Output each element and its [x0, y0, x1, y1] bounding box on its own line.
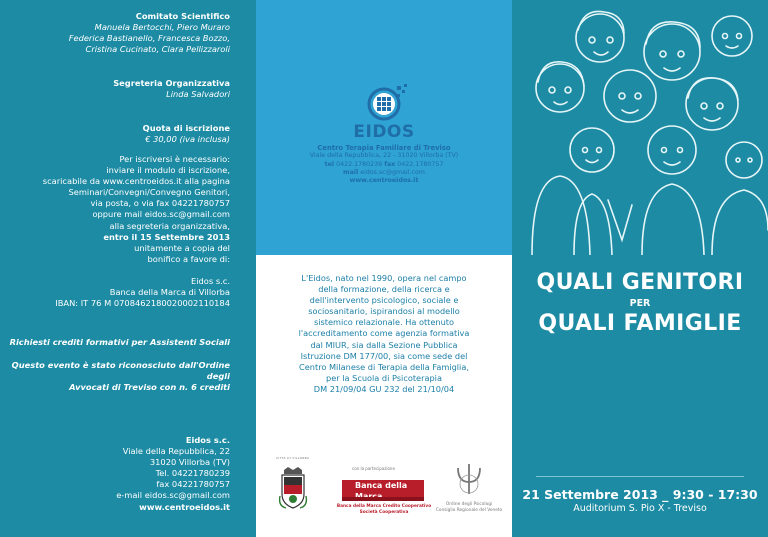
title-line-2: QUALI FAMIGLIE	[538, 311, 742, 336]
signup-line: scaricabile da www.centroeidos.it alla pagina	[42, 176, 230, 187]
about-line: sociosanitario, ispirandosi al modello	[308, 306, 460, 317]
address-title: Eidos s.c.	[185, 435, 230, 445]
signup-line: inviare il modulo di iscrizione,	[106, 165, 230, 176]
coa-label: CITTÀ DI VILLORBA	[276, 456, 310, 460]
secretariat-title: Segreteria Organizzativa	[113, 78, 230, 88]
about-line: sistemico relazionale. Ha ottenuto	[313, 317, 455, 328]
eidos-logo-icon	[364, 82, 412, 124]
left-panel	[0, 0, 256, 537]
contact-fax: 0422.1780757	[397, 160, 444, 168]
signup-line: Per iscriversi è necessario:	[119, 154, 230, 164]
ordine-caption-line: Consiglio Regionale del Veneto	[435, 507, 503, 513]
about-line: Centro Milanese di Terapia della Famiglia,	[299, 361, 469, 372]
contact-tel: 0422.1780239	[336, 160, 383, 168]
signup-line: via posta, o via fax 04221780757	[90, 198, 230, 209]
bank-logo	[342, 480, 424, 497]
about-line: dal MIUR, sia dalla Sezione Pubblica	[310, 339, 458, 350]
iban-line: IBAN: IT 76 M 0708462180020002110184	[55, 298, 230, 309]
address-web: www.centroeidos.it	[139, 501, 230, 512]
secretariat-block	[113, 78, 230, 100]
contact-address: Viale della Repubblica, 22 - 31020 Villorba (TV)	[309, 152, 459, 160]
contact-title: Centro Terapia Familiare di Treviso	[317, 144, 451, 152]
coat-of-arms-icon	[278, 466, 308, 510]
credits-line: Questo evento è stato riconosciuto dall'Ordine degli	[11, 360, 230, 382]
sponsor-row	[256, 448, 512, 528]
address-line: e-mail eidos.sc@gmail.com	[116, 490, 230, 501]
psi-logo-icon	[448, 462, 490, 496]
bank-line: Banca della Marca di Villorba	[109, 287, 230, 298]
contact-block	[256, 144, 512, 185]
middle-panel	[256, 0, 512, 537]
about-line: l'accreditamento come agenzia formativa	[298, 328, 470, 339]
about-line: della formazione, della ricerca e	[318, 284, 450, 295]
signup-line: Seminari/Convegni/Convegno Genitori,	[68, 187, 230, 198]
right-panel	[512, 0, 768, 537]
fee-value: € 30,00 (iva inclusa)	[145, 134, 230, 145]
bank-line: Eidos s.c.	[190, 276, 230, 286]
partner-label: con la partecipazione	[352, 466, 395, 471]
bank-caption	[336, 504, 432, 515]
event-venue: Auditorium S. Pio X - Treviso	[573, 503, 707, 514]
contact-tel-label: tel	[324, 160, 335, 168]
about-text	[278, 273, 490, 395]
committee-line: Federica Bastianello, Francesca Bozzo,	[68, 33, 230, 44]
about-line: DM 21/09/04 GU 232 del 21/10/04	[313, 383, 455, 394]
eidos-logo-text: EIDOS	[353, 122, 415, 142]
fee-block	[143, 123, 230, 145]
family-illustration-icon	[512, 0, 768, 255]
about-line: per la Scuola di Psicoterapia	[326, 372, 442, 383]
contact-fax-label: fax	[384, 160, 396, 168]
credits-social: Richiesti crediti formativi per Assistenti Sociali	[9, 337, 230, 347]
committee-line: Manuela Bertocchi, Piero Muraro	[94, 22, 230, 33]
address-line: Viale della Repubblica, 22	[122, 446, 230, 457]
bank-block	[55, 276, 230, 309]
about-line: dell'intervento psicologico, sociale e	[309, 295, 459, 306]
committee-title: Comitato Scientifico	[135, 11, 230, 21]
signup-line: bonifico a favore di:	[147, 253, 230, 264]
signup-line: unitamente a copia del	[134, 242, 230, 253]
ordine-caption-line: Ordine degli Psicologi	[445, 502, 493, 507]
ordine-caption	[434, 502, 504, 513]
bank-caption-line: Società Cooperativa	[359, 509, 409, 515]
secretariat-name: Linda Salvadori	[166, 89, 230, 100]
bank-caption-line: Banca della Marca Credito Cooperativo	[336, 504, 432, 509]
signup-deadline: entro il 15 Settembre 2013	[103, 231, 230, 242]
address-line: 31020 Villorba (TV)	[149, 457, 230, 468]
about-line: Istruzione DM 177/00, sia come sede del	[300, 350, 468, 361]
committee-block	[69, 11, 230, 55]
address-line: fax 04221780757	[156, 479, 230, 490]
divider	[536, 476, 744, 477]
contact-mail: eidos.sc@gmail.com	[360, 168, 425, 176]
title-line-1: QUALI GENITORI	[536, 270, 744, 295]
signup-line: oppure mail eidos.sc@gmail.com	[92, 209, 230, 220]
fee-title: Quota di iscrizione	[142, 123, 230, 133]
contact-mail-label: mail	[343, 168, 359, 176]
event-date: 21 Settembre 2013 _ 9:30 - 17:30	[522, 487, 758, 502]
credits-line: Avvocati di Treviso con n. 6 crediti	[69, 382, 230, 393]
credits-lawyers	[0, 360, 230, 393]
bank-logo-band	[342, 497, 424, 501]
bank-name: Banca della	[355, 481, 408, 490]
address-line: Tel. 04221780239	[155, 468, 230, 479]
about-line: L'Eidos, nato nel 1990, opera nel campo	[301, 273, 467, 283]
title-per: PER	[629, 298, 651, 309]
signup-line: alla segreteria organizzativa,	[109, 220, 230, 231]
address-block	[116, 435, 230, 513]
contact-web: www.centroeidos.it	[349, 177, 419, 185]
committee-line: Cristina Cucinato, Clara Pellizzaroli	[85, 44, 230, 55]
signup-block	[43, 154, 230, 265]
